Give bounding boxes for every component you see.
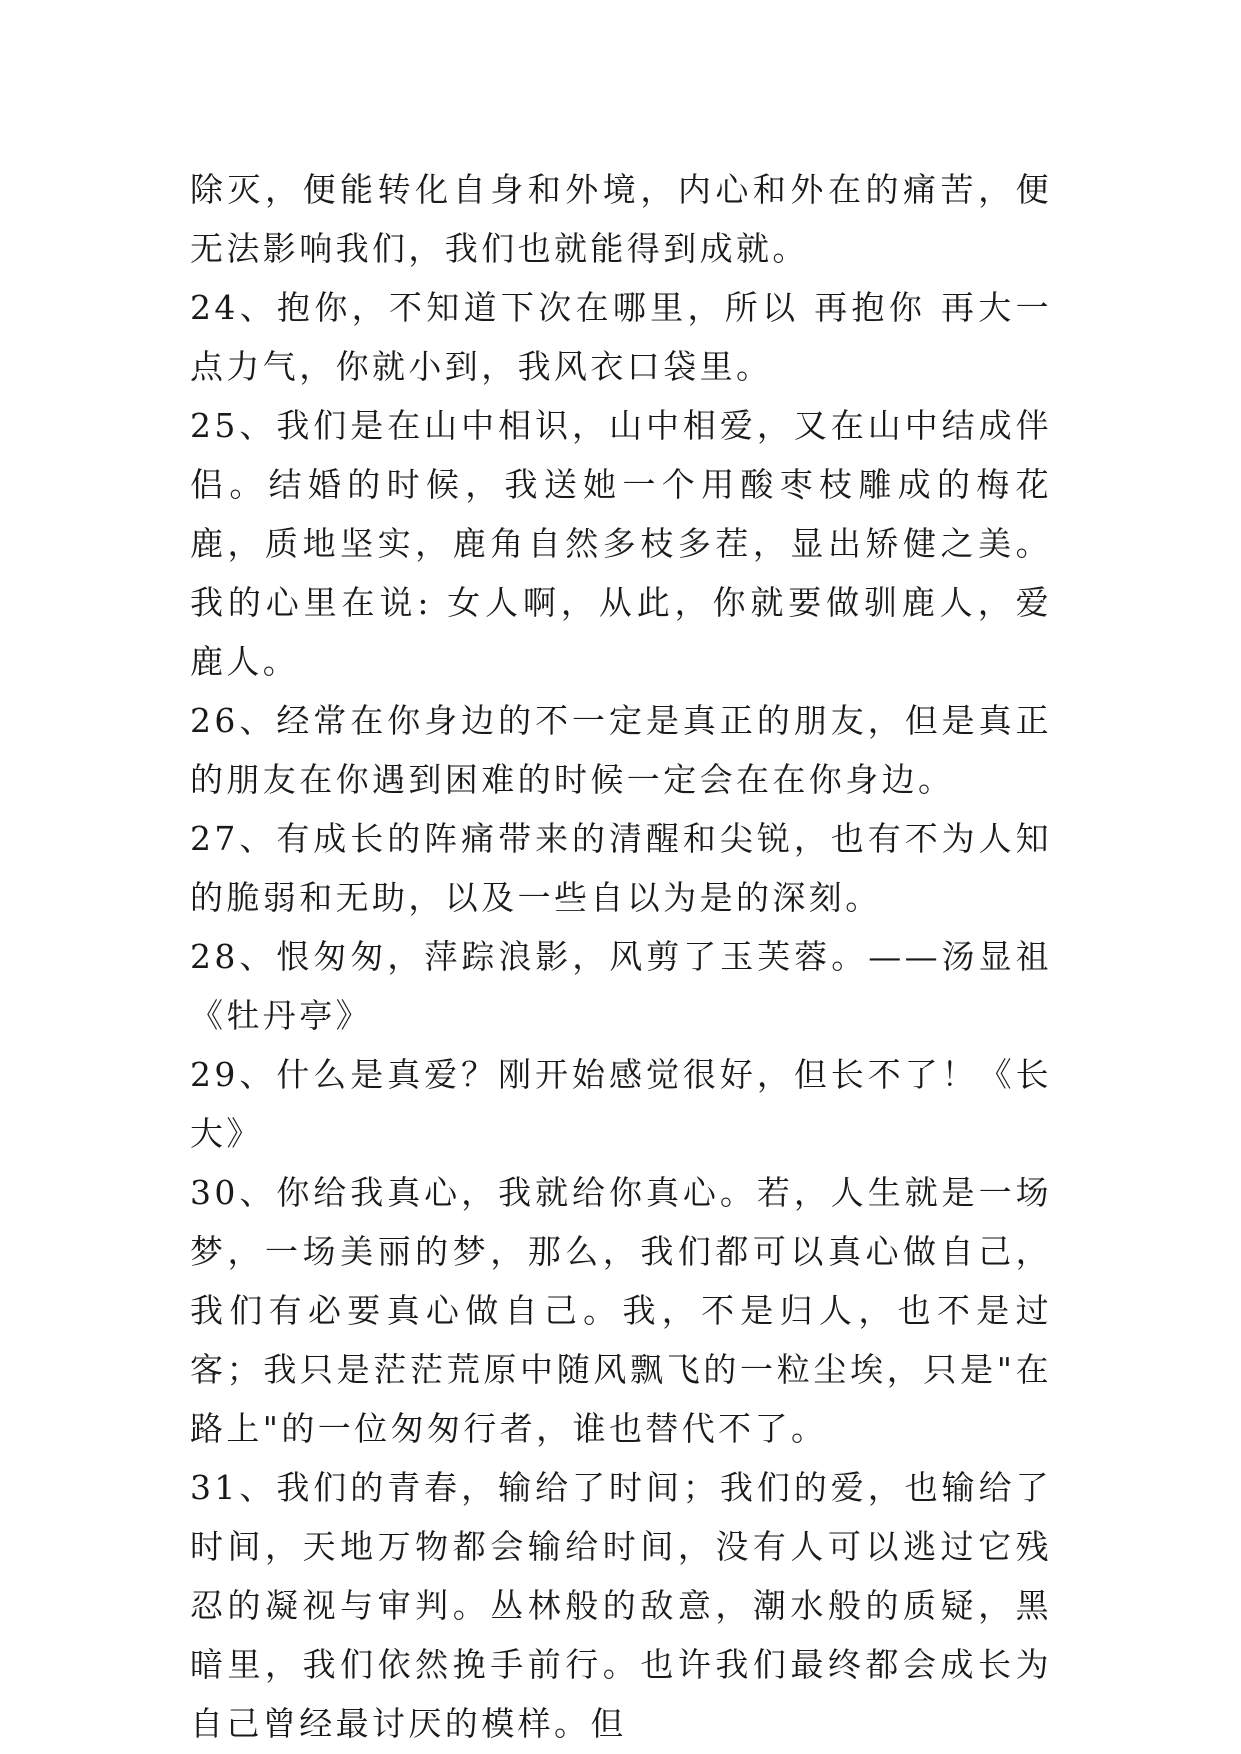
paragraph-27: 27、有成长的阵痛带来的清醒和尖锐，也有不为人知的脆弱和无助，以及一些自以为是的深刻。	[190, 819, 1052, 917]
paragraph-29: 29、什么是真爱？刚开始感觉很好，但长不了！《长大》	[190, 1055, 1052, 1153]
paragraph-25: 25、我们是在山中相识，山中相爱，又在山中结成伴侣。结婚的时候，我送她一个用酸枣枝雕成的梅花鹿，质地坚实，鹿角自然多枝多茬，显出矫健之美。我的心里在说: 女人啊，从此，你就要做驯鹿人，爱鹿人。	[190, 406, 1052, 681]
paragraph-30: 30、你给我真心，我就给你真心。若，人生就是一场梦，一场美丽的梦，那么，我们都可以真心做自己，我们有必要真心做自己。我，不是归人，也不是过客；我只是茫茫荒原中随风飘飞的一粒尘埃，只是"在路上"的一位匆匆行者，谁也替代不了。	[190, 1173, 1052, 1448]
paragraph-28: 28、恨匆匆，萍踪浪影，风剪了玉芙蓉。——汤显祖《牡丹亭》	[190, 937, 1052, 1035]
document-body	[190, 160, 1052, 1753]
paragraph-continuation: 除灭，便能转化自身和外境，内心和外在的痛苦，便无法影响我们，我们也就能得到成就。	[190, 170, 1052, 268]
paragraph-31: 31、我们的青春，输给了时间；我们的爱，也输给了时间，天地万物都会输给时间，没有人可以逃过它残忍的凝视与审判。丛林般的敌意，潮水般的质疑，黑暗里，我们依然挽手前行。也许我们最终都会成长为自己曾经最讨厌的模样。但	[190, 1468, 1052, 1743]
paragraph-26: 26、经常在你身边的不一定是真正的朋友，但是真正的朋友在你遇到困难的时候一定会在在你身边。	[190, 701, 1052, 799]
paragraph-24: 24、抱你，不知道下次在哪里，所以 再抱你 再大一点力气，你就小到，我风衣口袋里。	[190, 288, 1052, 386]
